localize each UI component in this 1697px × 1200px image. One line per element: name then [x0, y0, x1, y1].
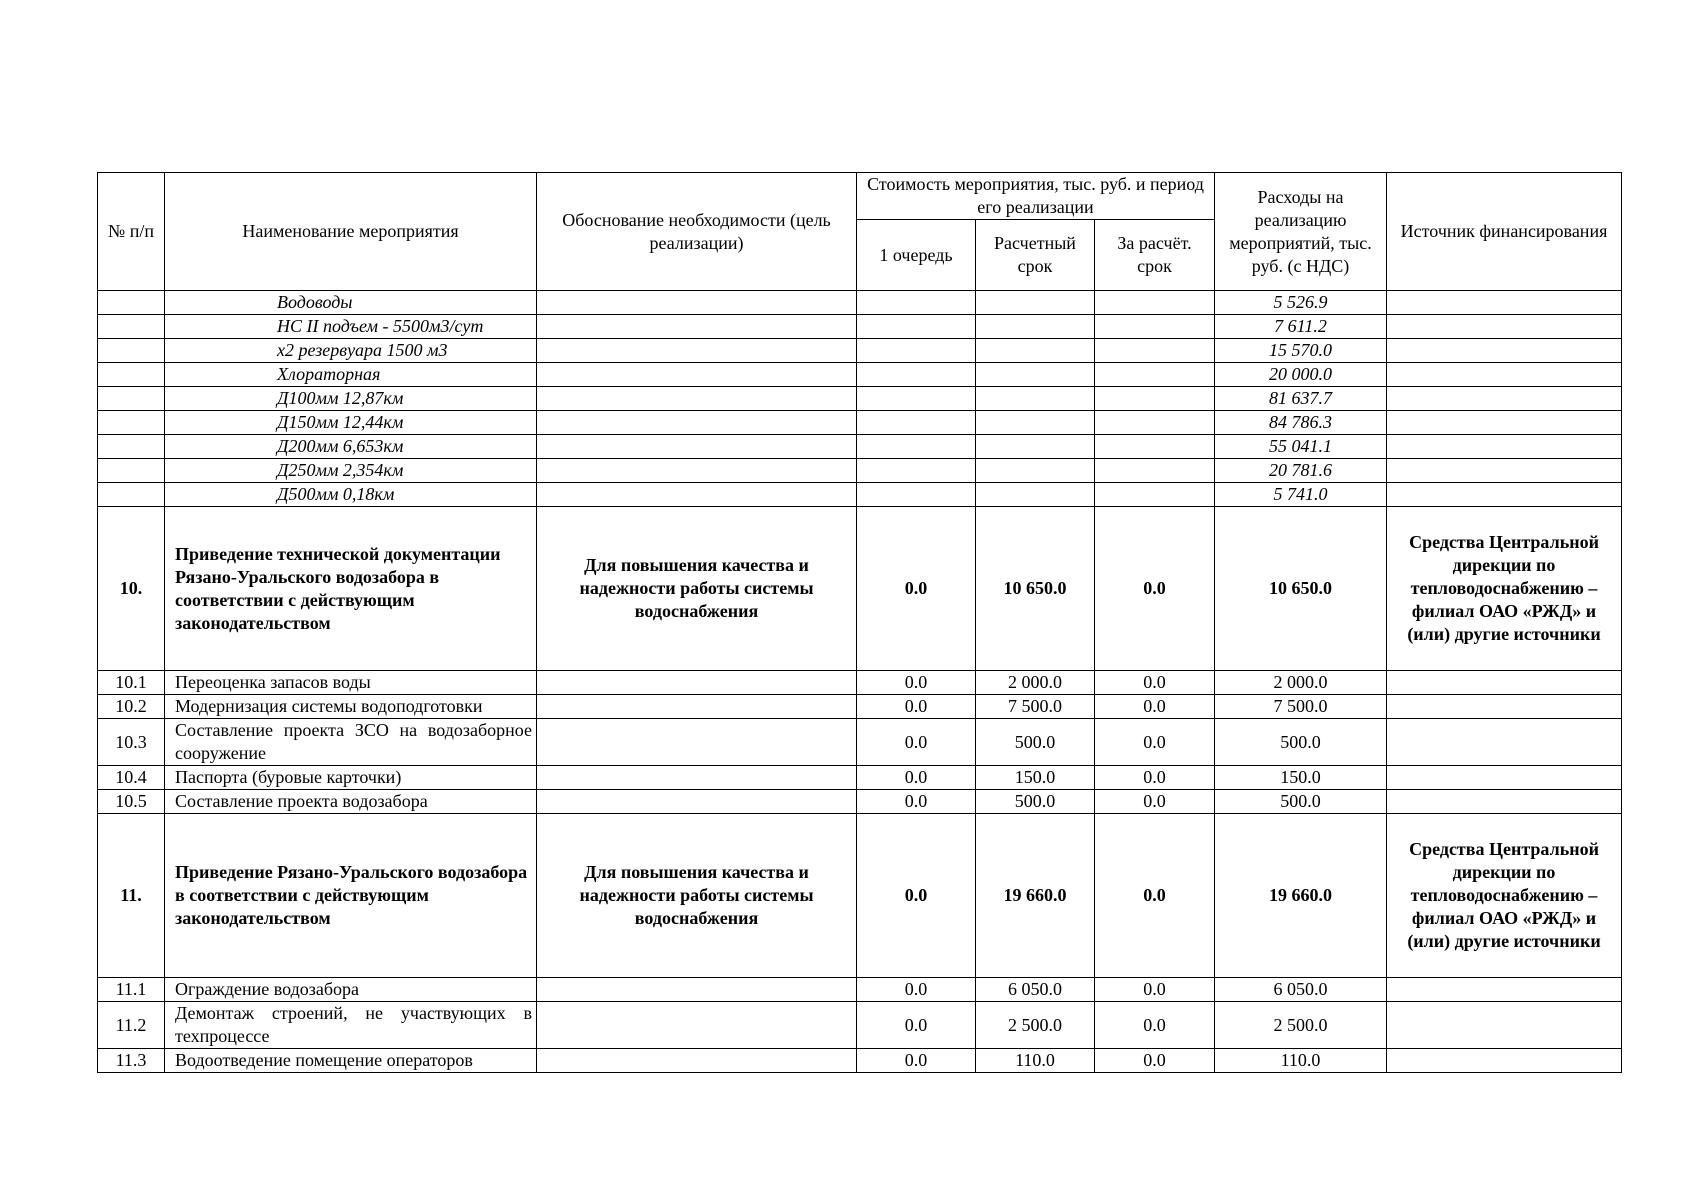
table-row [98, 671, 1622, 695]
row-calc: 2 000.0 [976, 671, 1095, 695]
item-source: Средства Центральной дирекции по тепловодоснабжению – филиал ОАО «РЖД» и (или) другие источники [1387, 507, 1622, 671]
sub-item-total: 84 786.3 [1215, 411, 1387, 435]
sub-item-total: 20 781.6 [1215, 459, 1387, 483]
row-stage1: 0.0 [857, 671, 976, 695]
row-total: 150.0 [1215, 766, 1387, 790]
sub-item-name: Д100мм 12,87км [165, 387, 537, 411]
sub-item-name: Д150мм 12,44км [165, 411, 537, 435]
row-num: 11.2 [98, 1002, 165, 1049]
row-total: 6 050.0 [1215, 978, 1387, 1002]
sub-item-name: НС II подъем - 5500м3/сут [165, 315, 537, 339]
header-num: № п/п [98, 173, 165, 291]
row-name: Водоотведение помещение операторов [165, 1049, 537, 1073]
item-num: 10. [98, 507, 165, 671]
sub-item-total: 5 526.9 [1215, 291, 1387, 315]
row-after: 0.0 [1095, 1002, 1215, 1049]
row-stage1: 0.0 [857, 1002, 976, 1049]
sub-item-total: 5 741.0 [1215, 483, 1387, 507]
sub-item-name: Водоводы [165, 291, 537, 315]
sub-item-name: Д200мм 6,653км [165, 435, 537, 459]
measures-table [97, 172, 1622, 1073]
table-row [98, 435, 1622, 459]
row-after: 0.0 [1095, 978, 1215, 1002]
table-row [98, 719, 1622, 766]
header-calc: Расчетный срок [976, 220, 1095, 291]
row-after: 0.0 [1095, 1049, 1215, 1073]
sub-item-name: Д250мм 2,354км [165, 459, 537, 483]
table-row [98, 363, 1622, 387]
table-row [98, 1049, 1622, 1073]
row-total: 7 500.0 [1215, 695, 1387, 719]
table-row [98, 483, 1622, 507]
row-stage1: 0.0 [857, 719, 976, 766]
table-row [98, 411, 1622, 435]
table-row [98, 459, 1622, 483]
sub-item-name: Д500мм 0,18км [165, 483, 537, 507]
row-stage1: 0.0 [857, 790, 976, 814]
row-calc: 500.0 [976, 719, 1095, 766]
row-num: 10.3 [98, 719, 165, 766]
row-stage1: 0.0 [857, 695, 976, 719]
row-calc: 6 050.0 [976, 978, 1095, 1002]
row-num: 11.1 [98, 978, 165, 1002]
sub-item-name: х2 резервуара 1500 м3 [165, 339, 537, 363]
row-num: 10.2 [98, 695, 165, 719]
sub-item-total: 81 637.7 [1215, 387, 1387, 411]
row-num: 10.1 [98, 671, 165, 695]
item-stage1: 0.0 [857, 507, 976, 671]
item-num: 11. [98, 814, 165, 978]
item-total: 19 660.0 [1215, 814, 1387, 978]
table-row [98, 766, 1622, 790]
row-stage1: 0.0 [857, 1049, 976, 1073]
item-calc: 19 660.0 [976, 814, 1095, 978]
item-reason: Для повышения качества и надежности работы системы водоснабжения [537, 507, 857, 671]
header-stage1: 1 очередь [857, 220, 976, 291]
item-name: Приведение технической документации Рязано-Уральского водозабора в соответствии с действующим законодательством [165, 507, 537, 671]
row-name: Составление проекта водозабора [165, 790, 537, 814]
row-name: Ограждение водозабора [165, 978, 537, 1002]
header-row-1 [98, 173, 1622, 220]
row-after: 0.0 [1095, 719, 1215, 766]
sub-item-total: 55 041.1 [1215, 435, 1387, 459]
row-after: 0.0 [1095, 695, 1215, 719]
item-source: Средства Центральной дирекции по тепловодоснабжению – филиал ОАО «РЖД» и (или) другие источники [1387, 814, 1622, 978]
sub-item-total: 20 000.0 [1215, 363, 1387, 387]
item-after: 0.0 [1095, 814, 1215, 978]
row-calc: 110.0 [976, 1049, 1095, 1073]
row-name: Переоценка запасов воды [165, 671, 537, 695]
row-total: 2 500.0 [1215, 1002, 1387, 1049]
row-name: Составление проекта ЗСО на водозаборное сооружение [165, 719, 537, 766]
table-row [98, 291, 1622, 315]
table-row [98, 1002, 1622, 1049]
item-name: Приведение Рязано-Уральского водозабора в соответствии с действующим законодательством [165, 814, 537, 978]
row-name: Паспорта (буровые карточки) [165, 766, 537, 790]
row-name: Модернизация системы водоподготовки [165, 695, 537, 719]
row-after: 0.0 [1095, 671, 1215, 695]
sub-item-name: Хлораторная [165, 363, 537, 387]
table-row [98, 339, 1622, 363]
header-source: Источник финансирования [1387, 173, 1622, 291]
row-num: 10.4 [98, 766, 165, 790]
table-row [98, 978, 1622, 1002]
item-stage1: 0.0 [857, 814, 976, 978]
row-num: 10.5 [98, 790, 165, 814]
row-total: 500.0 [1215, 719, 1387, 766]
row-calc: 7 500.0 [976, 695, 1095, 719]
table-row-item-10 [98, 507, 1622, 671]
row-after: 0.0 [1095, 790, 1215, 814]
table-row [98, 790, 1622, 814]
header-expenses: Расходы на реализацию мероприятий, тыс. руб. (с НДС) [1215, 173, 1387, 291]
row-calc: 500.0 [976, 790, 1095, 814]
sub-item-total: 7 611.2 [1215, 315, 1387, 339]
row-calc: 150.0 [976, 766, 1095, 790]
table-row [98, 315, 1622, 339]
sub-item-total: 15 570.0 [1215, 339, 1387, 363]
row-stage1: 0.0 [857, 978, 976, 1002]
table-row [98, 387, 1622, 411]
table-row [98, 695, 1622, 719]
item-reason: Для повышения качества и надежности работы системы водоснабжения [537, 814, 857, 978]
header-after: За расчёт. срок [1095, 220, 1215, 291]
table-row-item-11 [98, 814, 1622, 978]
row-total: 2 000.0 [1215, 671, 1387, 695]
row-calc: 2 500.0 [976, 1002, 1095, 1049]
row-total: 110.0 [1215, 1049, 1387, 1073]
item-calc: 10 650.0 [976, 507, 1095, 671]
header-name: Наименование мероприятия [165, 173, 537, 291]
row-name: Демонтаж строений, не участвующих в техпроцессе [165, 1002, 537, 1049]
header-cost-group: Стоимость мероприятия, тыс. руб. и период его реализации [857, 173, 1215, 220]
header-reason: Обоснование необходимости (цель реализации) [537, 173, 857, 291]
row-stage1: 0.0 [857, 766, 976, 790]
row-after: 0.0 [1095, 766, 1215, 790]
row-total: 500.0 [1215, 790, 1387, 814]
row-num: 11.3 [98, 1049, 165, 1073]
item-total: 10 650.0 [1215, 507, 1387, 671]
item-after: 0.0 [1095, 507, 1215, 671]
